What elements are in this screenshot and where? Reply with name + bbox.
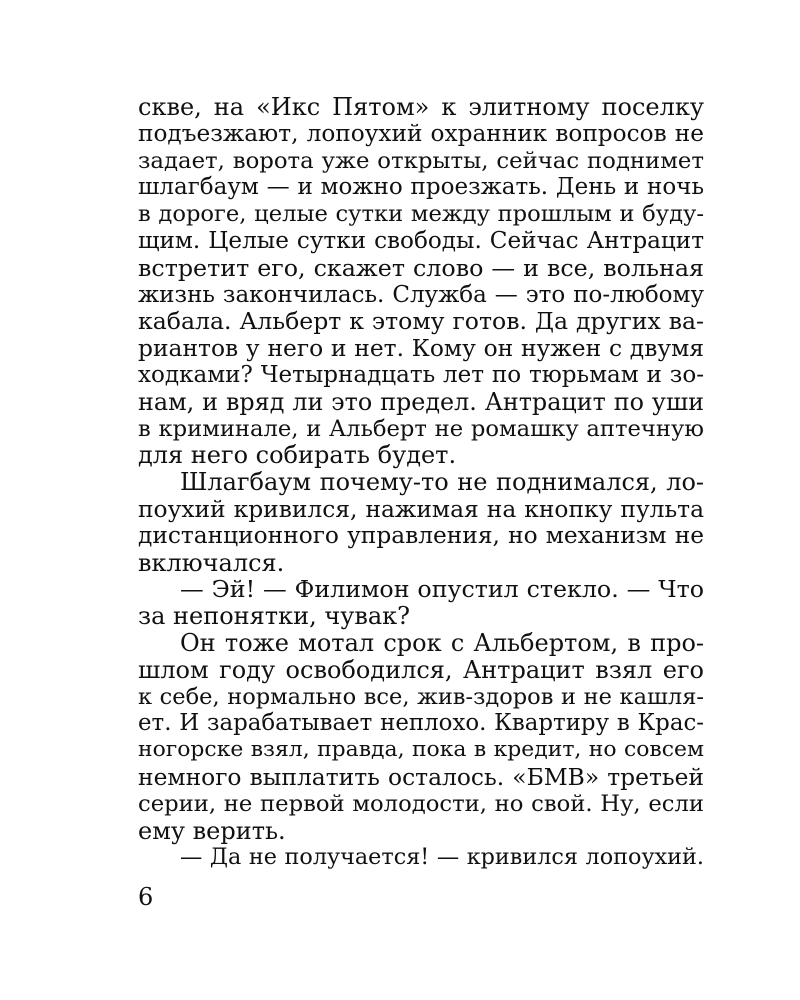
text-line: ет. И зарабатывает неплохо. Квартиру в Крас- <box>138 710 704 737</box>
text-line: задает, ворота уже открыты, сейчас поднимет <box>138 147 704 174</box>
text-line: Он тоже мотал срок с Альбертом, в про- <box>180 628 704 657</box>
text-line: серии, не первой молодости, но свой. Ну, если <box>138 790 704 817</box>
text-line: риантов у него и нет. Кому он нужен с двумя <box>138 334 704 363</box>
text-line: кабала. Альберт к этому готов. Да других ва- <box>138 307 704 336</box>
text-line: в криминале, и Альберт не ромашку аптечную <box>138 415 704 442</box>
page-text-block <box>138 94 704 871</box>
text-line: встретит его, скажет слово — и все, вольная <box>138 253 704 282</box>
page-number: 6 <box>138 883 154 911</box>
text-line: жизнь закончилась. Служба — это по-любому <box>138 281 704 308</box>
text-line: шлагбаум — и можно проезжать. День и ночь <box>138 174 704 201</box>
text-line: включался. <box>138 548 285 577</box>
text-line: дистанционного управления, но механизм не <box>138 521 704 549</box>
text-line: — Да не получается! — кривился лопоухий. <box>180 844 704 871</box>
text-line: за непонятки, чувак? <box>138 602 411 631</box>
text-line: подъезжают, лопоухий охранник вопросов не <box>138 119 704 147</box>
text-line: ему верить. <box>138 816 286 845</box>
text-line: для него собирать будет. <box>138 441 457 470</box>
text-line: шлом году освободился, Антрацит взял его <box>138 655 704 684</box>
text-line: Шлагбаум почему-то не поднимался, ло- <box>180 468 704 497</box>
text-line: немного выплатить осталось. «БМВ» третьей <box>138 762 704 791</box>
text-line: к себе, нормально все, жив-здоров и не кашля- <box>138 683 704 710</box>
text-line: в дороге, целые сутки между прошлым и буду- <box>138 201 704 228</box>
text-line: — Эй! — Филимон опустил стекло. — Что <box>180 575 704 604</box>
text-line: ногорске взял, правда, пока в кредит, но совсем <box>138 737 704 763</box>
text-line: поухий кривился, нажимая на кнопку пульта <box>138 494 704 523</box>
text-line: скве, на «Икс Пятом» к элитному поселку <box>138 93 704 121</box>
text-line: ходками? Четырнадцать лет по тюрьмам и зо- <box>138 361 704 388</box>
text-line: щим. Целые сутки свободы. Сейчас Антрацит <box>138 227 704 254</box>
text-line: нам, и вряд ли это предел. Антрацит по уши <box>138 387 704 416</box>
